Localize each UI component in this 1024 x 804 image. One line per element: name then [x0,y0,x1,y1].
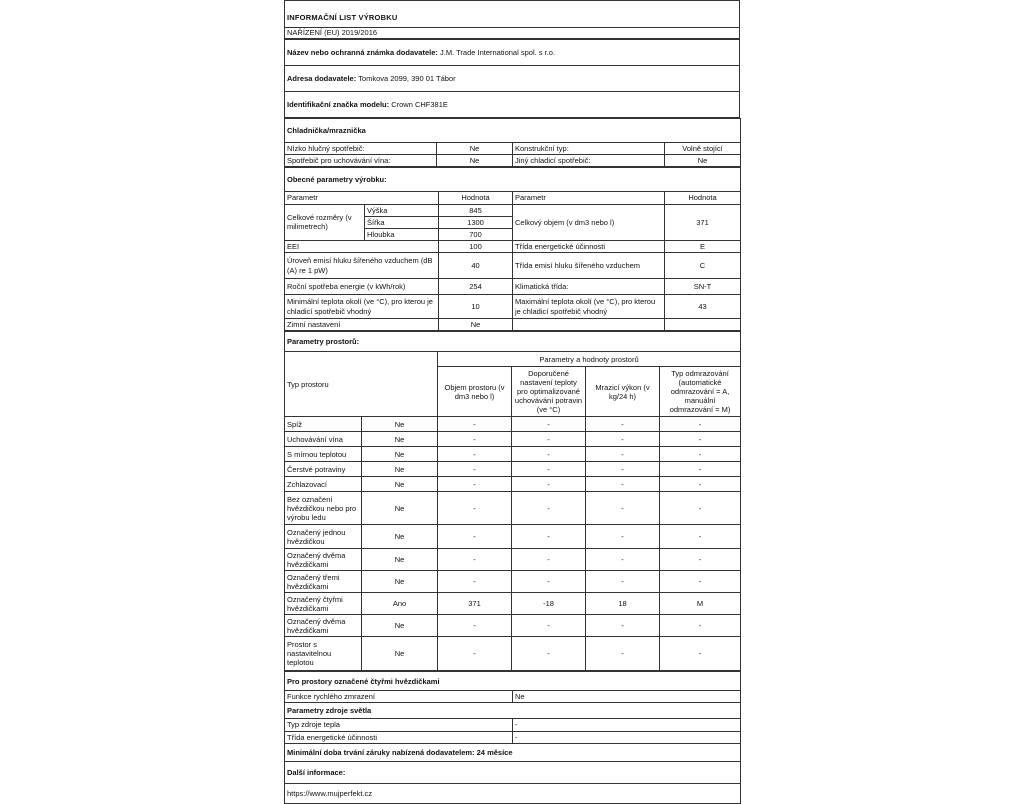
winter-setting-label: Zimní nastavení [285,319,439,331]
freezing-capacity-column-header: Mrazicí výkon (v kg/24 h) [586,367,660,417]
supplier-table [284,39,740,118]
parameter-column-header: Parametr [513,192,665,204]
total-volume-value: 371 [665,204,741,240]
supplier-name-label: Název nebo ochranná známka dodavatele: [287,48,438,58]
compartment-row [285,637,741,671]
width-label: Šířka [365,216,439,228]
parameter-value: SN-T [665,279,741,295]
compartment-defrost-type: - [660,571,741,593]
parameter-value: E [665,240,741,252]
compartment-parameters-header: Parametry a hodnoty prostorů [438,352,741,367]
compartment-rows [285,417,741,671]
compartment-defrost-type: - [660,417,741,432]
parameter-column-header: Parametr [285,192,439,204]
compartment-freezing-capacity: - [586,417,660,432]
four-star-table [284,671,741,803]
category-label: Konstrukční typ: [513,143,665,155]
category-heading: Chladnička/mraznička [285,119,741,143]
compartment-present: Ne [362,549,438,571]
model-identifier-row [285,92,740,118]
depth-value: 700 [439,228,513,240]
product-information-sheet [284,0,740,798]
parameter-label: Třída emisí hluku šířeného vzduchem [513,253,665,279]
category-value: Ne [665,155,741,167]
parameter-value: 100 [439,240,513,252]
compartment-present: Ano [362,593,438,615]
compartment-freezing-capacity: - [586,492,660,525]
parameter-value: C [665,253,741,279]
dimensions-label: Celkové rozměry (v milimetrech) [285,204,365,240]
light-source-class-label: Třída energetické účinnosti [285,731,513,743]
parameter-label: Maximální teplota okolí (ve °C), pro kterou je chladicí spotřebič vhodný [513,295,665,319]
depth-label: Hloubka [365,228,439,240]
compartment-row [285,447,741,462]
parameter-label: Úroveň emisí hluku šířeného vzduchem (dB (A) re 1 pW) [285,253,439,279]
compartment-defrost-type: - [660,549,741,571]
compartment-row [285,432,741,447]
compartment-freezing-capacity: - [586,525,660,549]
compartment-volume: - [438,571,512,593]
category-label: Spotřebič pro uchovávání vína: [285,155,437,167]
compartments-heading: Parametry prostorů: [285,332,741,352]
compartment-temperature: - [512,637,586,671]
more-info-url[interactable]: https://www.mujperfekt.cz [285,783,741,803]
temperature-column-header: Doporučené nastavení teploty pro optimalizované uchovávání potravin (ve °C) [512,367,586,417]
category-label: Jiný chladicí spotřebič: [513,155,665,167]
compartment-name: Uchovávání vína [285,432,362,447]
compartment-volume: - [438,447,512,462]
four-star-heading: Pro prostory označené čtyřmi hvězdičkami [285,672,741,691]
compartment-freezing-capacity: 18 [586,593,660,615]
total-volume-label: Celkový objem (v dm3 nebo l) [513,204,665,240]
value-column-header: Hodnota [439,192,513,204]
compartment-temperature: - [512,525,586,549]
compartment-volume: - [438,615,512,637]
height-value: 845 [439,204,513,216]
fast-freeze-label: Funkce rychlého zmrazení [285,691,513,703]
parameter-value: 10 [439,295,513,319]
compartment-temperature: - [512,549,586,571]
compartment-present: Ne [362,492,438,525]
compartment-row [285,492,741,525]
parameter-label: EEI [285,240,439,252]
compartment-volume: - [438,417,512,432]
light-source-class-value: - [513,731,741,743]
compartment-temperature: - [512,615,586,637]
empty-cell [513,319,665,331]
parameter-value: 40 [439,253,513,279]
sheet-header [284,0,740,39]
compartment-present: Ne [362,525,438,549]
compartment-name: Čerstvé potraviny [285,462,362,477]
compartment-present: Ne [362,417,438,432]
compartment-temperature: - [512,462,586,477]
compartment-volume: - [438,525,512,549]
compartment-freezing-capacity: - [586,549,660,571]
compartment-temperature: - [512,571,586,593]
warranty-row [285,743,741,761]
compartment-row [285,525,741,549]
defrost-type-column-header: Typ odmrazování (automatické odmrazování = A, manuální odmrazování = M) [660,367,741,417]
compartment-volume: - [438,477,512,492]
parameter-label: Minimální teplota okolí (ve °C), pro kterou je chladicí spotřebič vhodný [285,295,439,319]
compartment-present: Ne [362,432,438,447]
width-value: 1300 [439,216,513,228]
compartment-volume: - [438,549,512,571]
compartment-present: Ne [362,462,438,477]
compartment-freezing-capacity: - [586,477,660,492]
parameter-value: 254 [439,279,513,295]
compartment-row [285,417,741,432]
compartment-freezing-capacity: - [586,637,660,671]
supplier-address-row [285,66,740,92]
compartment-defrost-type: - [660,432,741,447]
compartment-name: Bez označení hvězdičkou nebo pro výrobu ledu [285,492,362,525]
compartment-defrost-type: - [660,477,741,492]
compartment-row [285,477,741,492]
category-label: Nízko hlučný spotřebič: [285,143,437,155]
compartment-name: Označený dvěma hvězdičkami [285,615,362,637]
compartment-present: Ne [362,637,438,671]
compartment-temperature: - [512,492,586,525]
compartment-volume: - [438,637,512,671]
compartment-present: Ne [362,615,438,637]
compartments-table [284,331,741,671]
compartment-present: Ne [362,447,438,462]
more-info-heading: Další informace: [285,761,741,783]
compartment-row [285,462,741,477]
parameter-value: 43 [665,295,741,319]
compartment-freezing-capacity: - [586,432,660,447]
compartment-type-header: Typ prostoru [285,352,438,417]
compartment-freezing-capacity: - [586,571,660,593]
compartment-temperature: - [512,447,586,462]
light-source-type-value: - [513,719,741,731]
category-value: Ne [437,143,513,155]
compartment-freezing-capacity: - [586,462,660,477]
compartment-freezing-capacity: - [586,615,660,637]
compartment-defrost-type: - [660,637,741,671]
empty-cell [665,319,741,331]
compartment-freezing-capacity: - [586,447,660,462]
compartment-defrost-type: - [660,615,741,637]
sheet-title: INFORMAČNÍ LIST VÝROBKU [285,1,740,28]
general-parameters-table [284,167,741,331]
height-label: Výška [365,204,439,216]
fast-freeze-value: Ne [513,691,741,703]
compartment-temperature: - [512,417,586,432]
compartment-volume: - [438,462,512,477]
compartment-name: Prostor s nastavitelnou teplotou [285,637,362,671]
category-table [284,118,741,167]
compartment-name: Označený dvěma hvězdičkami [285,549,362,571]
model-identifier-label: Identifikační značka modelu: [287,100,390,110]
compartment-present: Ne [362,571,438,593]
compartment-name: Označený třemi hvězdičkami [285,571,362,593]
volume-column-header: Objem prostoru (v dm3 nebo l) [438,367,512,417]
compartment-temperature: - [512,432,586,447]
compartment-defrost-type: - [660,525,741,549]
compartment-temperature: -18 [512,593,586,615]
compartment-row [285,593,741,615]
general-heading: Obecné parametry výrobku: [285,168,741,192]
supplier-address-value: Tomkova 2099, 390 01 Tábor [358,74,456,84]
warranty-label: Minimální doba trvání záruky nabízená dodavatelem: [287,747,475,757]
compartment-name: Označený čtyřmi hvězdičkami [285,593,362,615]
compartment-volume: - [438,432,512,447]
compartment-present: Ne [362,477,438,492]
parameter-label: Třída energetické účinnosti [513,240,665,252]
light-source-type-label: Typ zdroje tepla [285,719,513,731]
compartment-row [285,571,741,593]
value-column-header: Hodnota [665,192,741,204]
compartment-defrost-type: - [660,462,741,477]
supplier-address-label: Adresa dodavatele: [287,74,357,84]
compartment-name: Spíž [285,417,362,432]
light-source-heading: Parametry zdroje světla [285,703,741,719]
compartment-volume: 371 [438,593,512,615]
compartment-row [285,549,741,571]
compartment-name: Zchlazovací [285,477,362,492]
model-identifier-value: Crown CHF381E [391,100,448,110]
supplier-name-row [285,40,740,66]
compartment-name: S mírnou teplotou [285,447,362,462]
compartment-row [285,615,741,637]
category-value: Volně stojící [665,143,741,155]
compartment-temperature: - [512,477,586,492]
compartment-name: Označený jednou hvězdičkou [285,525,362,549]
compartment-volume: - [438,492,512,525]
category-value: Ne [437,155,513,167]
supplier-name-value: J.M. Trade International spol. s r.o. [439,48,556,58]
regulation-reference: NAŘÍZENÍ (EU) 2019/2016 [285,28,740,39]
compartment-defrost-type: - [660,492,741,525]
warranty-value: 24 měsíce [476,747,513,757]
parameter-label: Roční spotřeba energie (v kWh/rok) [285,279,439,295]
compartment-defrost-type: - [660,447,741,462]
compartment-defrost-type: M [660,593,741,615]
winter-setting-value: Ne [439,319,513,331]
parameter-label: Klimatická třída: [513,279,665,295]
